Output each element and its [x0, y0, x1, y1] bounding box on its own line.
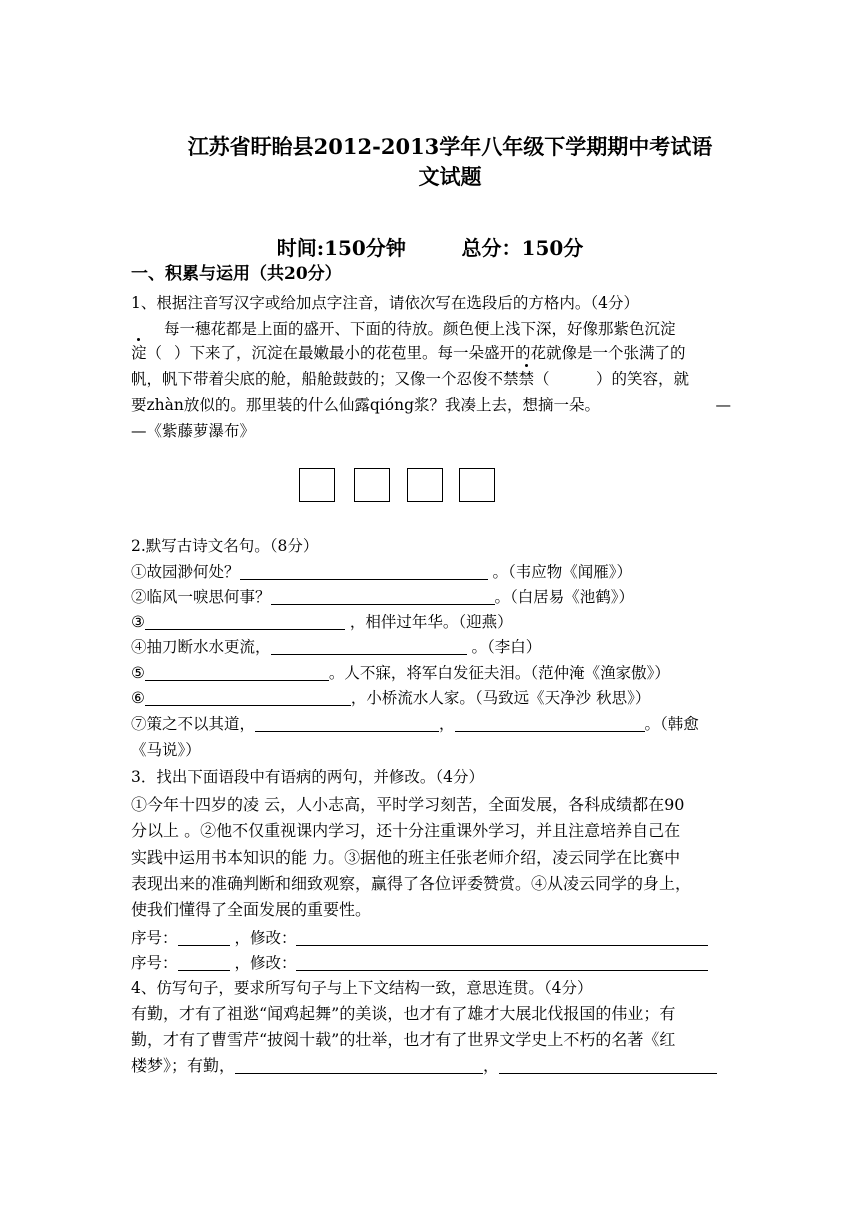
q1-passage-line-3: 帆，帆下带着尖底的舱，船舱鼓鼓的；又像一个忍俊不禁禁（ ）的笑容，就: [131, 367, 731, 391]
q3-text-line-4: 表现出来的准确判断和细致观察，赢得了各位评委赞赏。④从凌云同学的身上，: [131, 874, 692, 893]
title-line-2: 文试题: [418, 164, 482, 189]
blank[interactable]: [455, 715, 645, 732]
q4-text-line-2: 勤，才有了曹雪芹“披阅十载”的壮举，也才有了世界文学史上不朽的名著《红: [131, 1030, 676, 1049]
blank[interactable]: [499, 1057, 717, 1074]
q2-line-3: ③ ，相伴过年华。（迎燕）: [131, 613, 513, 631]
q4-text-line-3: 楼梦》；有勤， ，: [131, 1054, 731, 1078]
answer-box-4[interactable]: [459, 468, 495, 502]
q1-passage-line-2: 淀（ ）下来了，沉淀在最嫩最小的花苞里。每一朵盛开的花就像是一个张满了的: [131, 341, 731, 365]
title-line-1: 江苏省盱眙县2012-2013学年八年级下学期期中考试语: [187, 134, 713, 159]
blank[interactable]: [255, 715, 439, 732]
fix-blank[interactable]: [296, 929, 708, 946]
q2-line-1: ①故园渺何处？ 。（韦应物《闻雁》）: [131, 563, 632, 581]
q2-line-5: ⑤ 。人不寐，将军白发征夫泪。（范仲淹《渔家傲》）: [131, 664, 670, 682]
q2-line-4: ④抽刀断水水更流， 。（李白）: [131, 638, 542, 656]
answer-box-3[interactable]: [407, 468, 443, 502]
blank[interactable]: [271, 588, 495, 605]
fix-blank[interactable]: [296, 954, 708, 971]
q1-prompt: 1、根据注音写汉字或给加点字注音，请依次写在选段后的方格内。（4分）: [131, 294, 639, 312]
dotted-char: 淀: [131, 341, 147, 365]
section-heading: 一、积累与运用（共20分）: [131, 264, 342, 284]
q1-passage-line-1: 每一穗花都是上面的盛开、下面的待放。颜色便上浅下深，好像那紫色沉淀: [164, 320, 676, 338]
blank[interactable]: [145, 613, 345, 630]
q3-text-line-5: 使我们懂得了全面发展的重要性。: [131, 900, 372, 919]
q1-source: —《紫藤萝瀑布》: [131, 422, 256, 440]
q2-line-7-cont: 《马说》）: [131, 741, 201, 759]
q3-text-line-3: 实践中运用书本知识的能 力。③据他的班主任张老师介绍，凌云同学在比赛中: [131, 848, 681, 867]
q3-text-line-2: 分以上 。②他不仅重视课内学习，还十分注重课外学习，并且注意培养自己在: [131, 821, 681, 840]
q2-line-6: ⑥ ，小桥流水人家。（马致远《天净沙 秋思》）: [131, 689, 651, 707]
exam-info: [0, 232, 860, 261]
q3-prompt: 3．找出下面语段中有语病的两句，并修改。（4分）: [131, 768, 484, 786]
q2-line-2: ②临风一唳思何事？ 。（白居易《池鹤》）: [131, 588, 635, 606]
q1-passage-line-4: 要zhàn放似的。那里装的什么仙露qióng浆？我凑上去，想摘一朵。 —: [131, 396, 731, 414]
q2-prompt: 2.默写古诗文名句。（8分）: [131, 537, 319, 555]
answer-box-1[interactable]: [299, 468, 335, 502]
answer-box-2[interactable]: [354, 468, 390, 502]
dotted-char: 禁: [519, 367, 535, 391]
q3-answer-row-1: 序号： ，修改：: [131, 926, 731, 950]
q4-prompt: 4、仿写句子，要求所写句子与上下文结构一致，意思连贯。（4分）: [131, 979, 593, 997]
q4-text-line-1: 有勤，才有了祖逖“闻鸡起舞”的美谈，也才有了雄才大展北伐报国的伟业；有: [131, 1004, 676, 1023]
blank[interactable]: [235, 1057, 483, 1074]
exam-total: 总分：150分: [461, 236, 584, 260]
blank[interactable]: [145, 664, 329, 681]
seq-blank[interactable]: [178, 954, 230, 971]
blank[interactable]: [240, 563, 488, 580]
q3-text-line-1: ①今年十四岁的凌 云，人小志高，平时学习刻苦，全面发展，各科成绩都在90: [131, 795, 685, 814]
q3-answer-row-2: 序号： ，修改：: [131, 951, 731, 975]
seq-blank[interactable]: [178, 929, 230, 946]
exam-title: [150, 132, 750, 192]
blank[interactable]: [271, 638, 467, 655]
q2-line-7: ⑦策之不以其道， ， 。（韩愈: [131, 715, 699, 733]
blank[interactable]: [145, 689, 351, 706]
exam-time: 时间:150分钟: [276, 236, 406, 260]
